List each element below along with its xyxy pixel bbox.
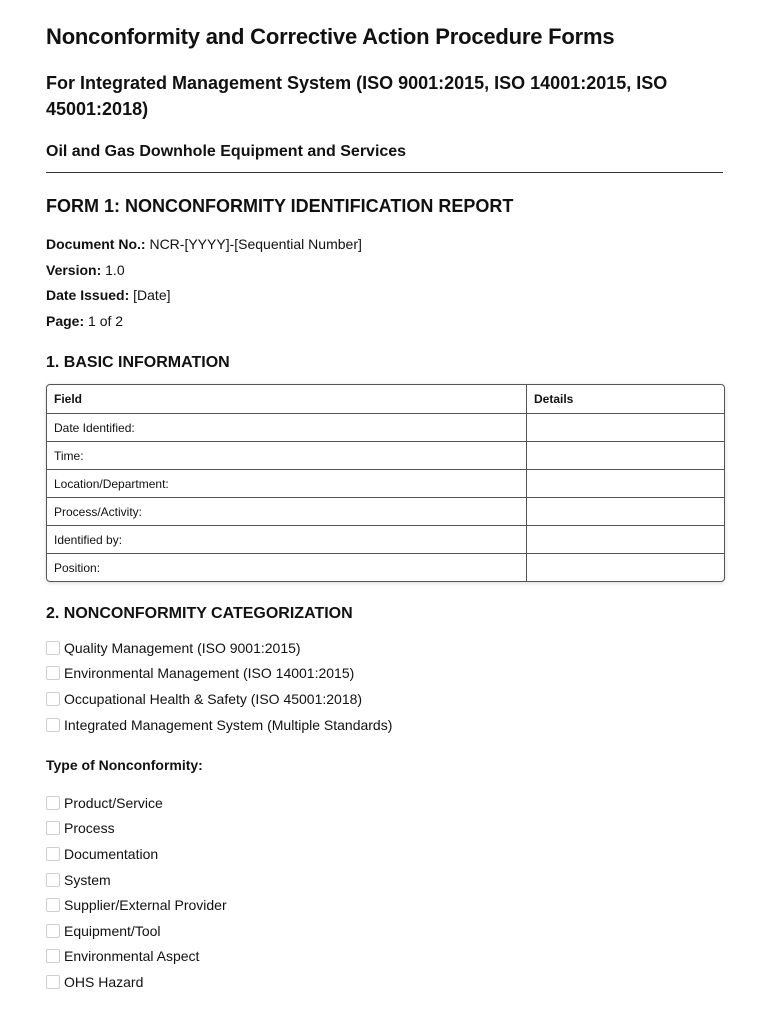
checkbox-system[interactable] — [46, 867, 227, 893]
checkbox-environmental-aspect[interactable] — [46, 944, 227, 970]
checkbox-label: Supplier/External Provider — [64, 897, 227, 914]
details-cell[interactable] — [527, 526, 725, 554]
checkbox[interactable] — [46, 796, 60, 810]
checkbox-equipment-tool[interactable] — [46, 918, 227, 944]
field-label: Process/Activity: — [47, 498, 527, 526]
details-cell[interactable] — [527, 470, 725, 498]
checkbox-label: Equipment/Tool — [64, 922, 161, 939]
table-row — [47, 498, 724, 526]
type-of-nonconformity-label: Type of Nonconformity: — [46, 757, 203, 773]
checkbox-label: Documentation — [64, 845, 159, 862]
horizontal-divider — [46, 172, 723, 173]
table-row — [47, 526, 724, 554]
section-categorization-heading: 2. NONCONFORMITY CATEGORIZATION — [46, 605, 353, 622]
checkbox[interactable] — [46, 666, 60, 680]
column-header-details: Details — [527, 385, 725, 414]
checkbox-label: Process — [64, 820, 115, 837]
section-basic-information-heading: 1. BASIC INFORMATION — [46, 354, 230, 371]
checkbox-documentation[interactable] — [46, 841, 227, 867]
checkbox-integrated-management-system[interactable] — [46, 712, 392, 738]
meta-value: 1 of 2 — [88, 312, 124, 329]
details-cell[interactable] — [527, 442, 725, 470]
table-row — [47, 442, 724, 470]
table-row — [47, 470, 724, 498]
field-label: Date Identified: — [47, 414, 527, 442]
checkbox[interactable] — [46, 641, 60, 655]
checkbox-occupational-health-safety[interactable] — [46, 686, 392, 712]
basic-information-table — [46, 384, 725, 582]
management-system-checklist — [46, 635, 392, 737]
industry-heading: Oil and Gas Downhole Equipment and Services — [46, 143, 407, 160]
checkbox[interactable] — [46, 718, 60, 732]
checkbox[interactable] — [46, 692, 60, 706]
checkbox-label: System — [64, 871, 111, 888]
form-title: FORM 1: NONCONFORMITY IDENTIFICATION REPORT — [46, 196, 514, 216]
checkbox-label: Environmental Aspect — [64, 948, 200, 965]
field-label: Location/Department: — [47, 470, 527, 498]
checkbox-product-service[interactable] — [46, 790, 227, 816]
checkbox[interactable] — [46, 898, 60, 912]
checkbox-label: OHS Hazard — [64, 973, 144, 990]
nonconformity-type-checklist — [46, 790, 227, 995]
checkbox-environmental-management[interactable] — [46, 661, 392, 687]
meta-label: Page: — [46, 312, 85, 329]
checkbox-label: Integrated Management System (Multiple Standards) — [64, 716, 393, 733]
meta-value: 1.0 — [105, 261, 125, 278]
table-row — [47, 554, 724, 582]
checkbox-ohs-hazard[interactable] — [46, 969, 227, 995]
checkbox[interactable] — [46, 924, 60, 938]
field-label: Position: — [47, 554, 527, 582]
table-header-row — [47, 385, 724, 414]
checkbox[interactable] — [46, 873, 60, 887]
details-cell[interactable] — [527, 414, 725, 442]
checkbox[interactable] — [46, 821, 60, 835]
document-title: Nonconformity and Corrective Action Procedure Forms — [46, 24, 615, 49]
meta-document-number — [46, 232, 362, 258]
meta-value: NCR-[YYYY]-[Sequential Number] — [149, 236, 362, 252]
document-subtitle: For Integrated Management System (ISO 9001:2015, ISO 14001:2015, ISO 45001:2018) — [46, 73, 668, 119]
checkbox-label: Occupational Health & Safety (ISO 45001:2018) — [64, 690, 363, 707]
column-header-field: Field — [47, 385, 527, 414]
meta-date-issued — [46, 283, 362, 309]
table-row — [47, 414, 724, 442]
meta-value: [Date] — [133, 287, 171, 304]
meta-label: Document No.: — [46, 236, 146, 252]
checkbox[interactable] — [46, 975, 60, 989]
meta-version — [46, 258, 362, 284]
meta-label: Date Issued: — [46, 287, 130, 304]
checkbox-label: Environmental Management (ISO 14001:2015) — [64, 665, 355, 682]
checkbox-label: Product/Service — [64, 794, 163, 811]
checkbox[interactable] — [46, 949, 60, 963]
document-meta — [46, 232, 362, 334]
checkbox-label: Quality Management (ISO 9001:2015) — [64, 639, 301, 656]
details-cell[interactable] — [527, 498, 725, 526]
field-label: Identified by: — [47, 526, 527, 554]
checkbox-quality-management[interactable] — [46, 635, 392, 661]
field-label: Time: — [47, 442, 527, 470]
checkbox-process[interactable] — [46, 816, 227, 842]
checkbox-supplier-external-provider[interactable] — [46, 892, 227, 918]
details-cell[interactable] — [527, 554, 725, 582]
checkbox[interactable] — [46, 847, 60, 861]
meta-page — [46, 309, 362, 335]
meta-label: Version: — [46, 261, 102, 278]
